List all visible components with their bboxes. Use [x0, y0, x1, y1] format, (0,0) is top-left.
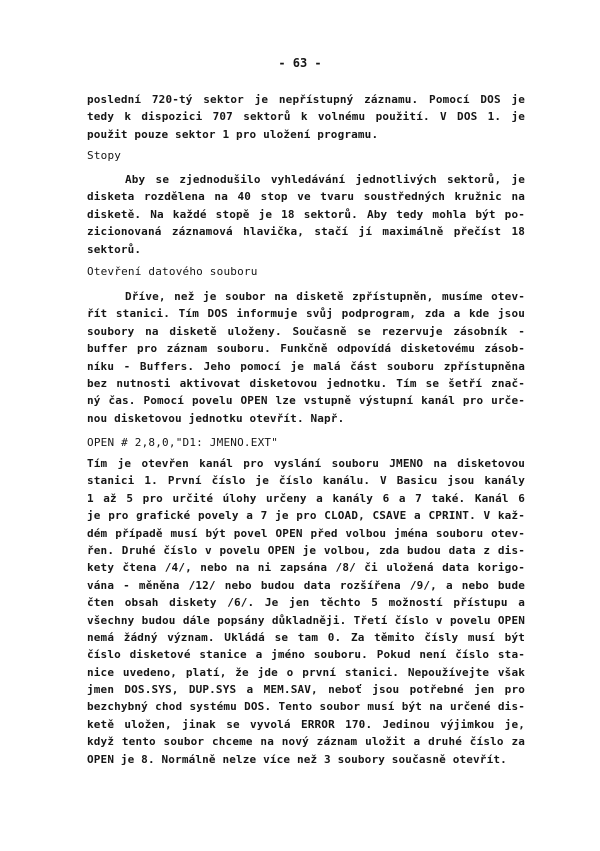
text-line: sektorů. — [87, 242, 142, 256]
text-line: všechny budou dále popsány důkladněji. Třetí číslo v povelu OPEN — [87, 613, 525, 627]
text-line: disketa rozdělena na 40 stop ve tvaru soustředných kružnic na — [87, 190, 525, 204]
text-line: jmen DOS.SYS, DUP.SYS a MEM.SAV, neboť jsou potřebné jen pro — [87, 683, 525, 697]
text-line: ketě uložen, jinak se vyvolá ERROR 170. Jedinou výjimkou je, — [87, 717, 525, 731]
section-heading-stopy: Stopy — [87, 149, 122, 162]
text-line: kety čtena /4/, nebo na ni zapsána /8/ či uložená data korigo- — [87, 561, 525, 575]
text-line: je pro grafické povely a 7 je pro CLOAD, CSAVE a CPRINT. V kaž- — [87, 509, 525, 523]
text-line: Tím je otevřen kanál pro vyslání souboru JMENO na disketovou — [87, 457, 525, 470]
stopy-paragraph — [87, 171, 525, 258]
text-line: číslo disketové stanice a jméno souboru. Pokud není číslo sta- — [87, 648, 525, 662]
text-line: 1 až 5 pro určité úlohy určeny a kanály 6 a 7 také. Kanál 6 — [87, 491, 525, 505]
text-line: buffer pro záznam souboru. Funkčně odpovídá disketovému zásob- — [87, 342, 525, 356]
text-line: vána - měněna /12/ nebo budou data rozšířena /9/, a nebo bude — [87, 578, 525, 592]
text-line: zicionovaná záznamová hlavička, stačí jí maximálně přečíst 18 — [87, 225, 525, 239]
text-line: níku - Buffers. Jeho pomocí je malá část souboru zpřístupněna — [87, 359, 525, 373]
text-line: disketě. Na každé stopě je 18 sektorů. Aby tedy mohla být po- — [87, 207, 525, 221]
text-line: nou disketovou jednotku otevřít. Např. — [87, 411, 345, 425]
text-line: Aby se zjednodušilo vyhledávání jednotlivých sektorů, je — [125, 173, 525, 186]
text-line: když tento soubor chceme na nový záznam uložit a druhé číslo za — [87, 735, 525, 749]
text-line: řen. Druhé číslo v povelu OPEN je volbou, zda budou data z dis- — [87, 543, 525, 557]
page-number: - 63 - — [278, 56, 322, 70]
otevreni-paragraph — [87, 288, 525, 427]
kanal-paragraph — [87, 455, 525, 768]
text-line: bez nutnosti aktivovat disketovou jednotku. Tím se šetří znač- — [87, 376, 525, 390]
text-line: čten obsah diskety /6/. Je jen těchto 5 možností přístupu a — [87, 596, 525, 610]
text-line: bezchybný chod systému DOS. Tento soubor musí být na určené dis- — [87, 700, 525, 714]
text-line: OPEN je 8. Normálně nelze více než 3 soubory současně otevřít. — [87, 752, 507, 766]
intro-paragraph — [87, 91, 525, 143]
text-line: nice uvedeno, platí, že jde o první stanici. Nepoužívejte však — [87, 665, 525, 679]
text-line: řít stanici. Tím DOS informuje svůj podprogram, zda a kde jsou — [87, 307, 525, 321]
text-line: poslední 720-tý sektor je nepřístupný záznamu. Pomocí DOS je — [87, 93, 525, 106]
text-line: Dříve, než je soubor na disketě zpřístupněn, musíme otev- — [125, 290, 525, 303]
text-line: soubory na disketě uloženy. Současně se rezervuje zásobník - — [87, 324, 525, 338]
text-line: stanici 1. První číslo je číslo kanálu. V Basicu jsou kanály — [87, 474, 525, 488]
code-example: OPEN # 2,8,0,"D1: JMENO.EXT" — [87, 436, 279, 449]
text-line: dém případě musí být povel OPEN před volbou jména souboru otev- — [87, 526, 525, 540]
section-heading-otevreni: Otevření datového souboru — [87, 265, 258, 278]
text-line: nemá žádný význam. Ukládá se tam 0. Za těmito čísly musí být — [87, 630, 525, 644]
text-line: použit pouze sektor 1 pro uložení programu. — [87, 127, 379, 141]
text-line: ný čas. Pomocí povelu OPEN lze vstupně výstupní kanál pro urče- — [87, 394, 525, 408]
text-line: tedy k dispozici 707 sektorů k volnému použití. V DOS 1. je — [87, 110, 525, 124]
